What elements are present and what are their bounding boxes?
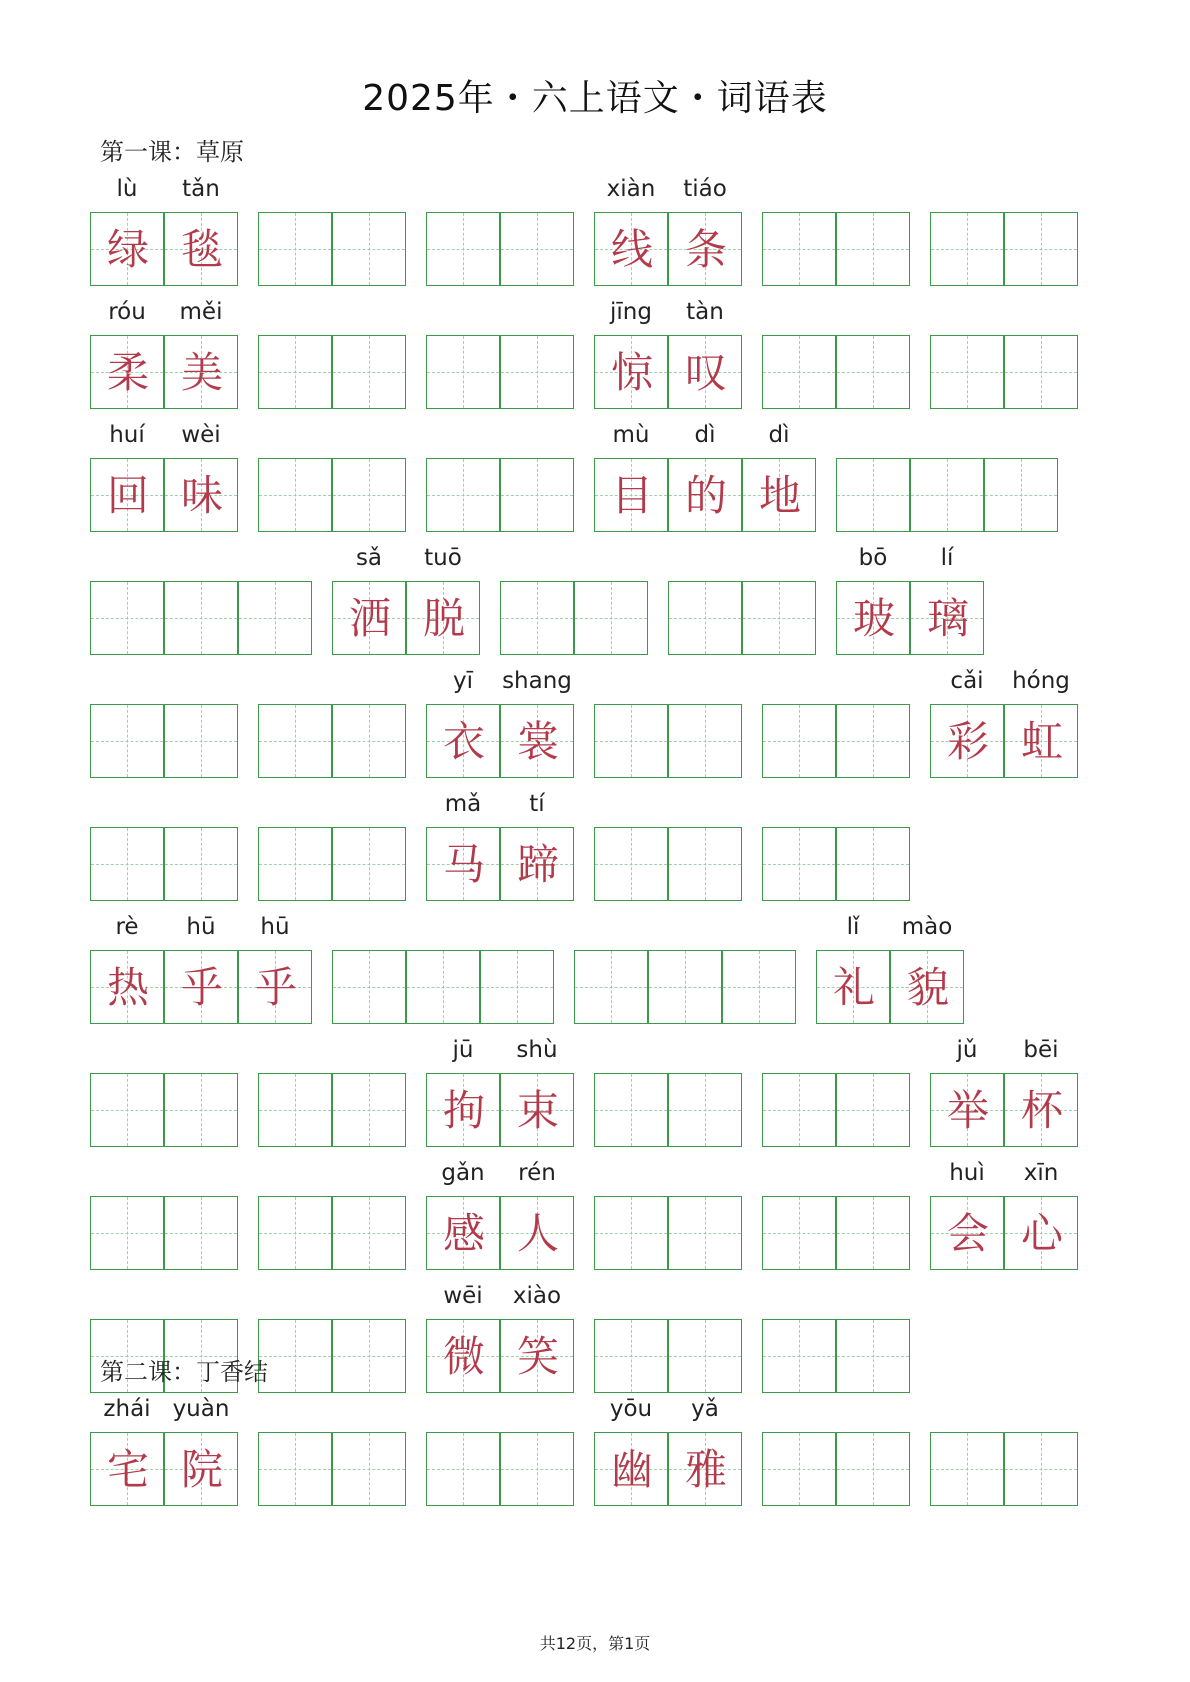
blank-writing-box (930, 335, 1004, 409)
hanzi-character (837, 459, 911, 533)
hanzi-character: 线 (610, 225, 653, 274)
blank-writing-box (258, 458, 332, 532)
blank-writing-box (836, 827, 910, 901)
character-box (164, 458, 238, 532)
character-box (890, 950, 964, 1024)
pinyin-label: lǐ (846, 914, 860, 940)
blank-writing-box (594, 1319, 668, 1393)
hanzi-character (669, 582, 743, 656)
hanzi-character (595, 1074, 669, 1148)
hanzi-character (427, 459, 501, 533)
hanzi-character (595, 828, 669, 902)
character-box (500, 827, 574, 901)
character-box (332, 581, 406, 655)
hanzi-character (259, 1433, 333, 1507)
blank-writing-box (930, 1432, 1004, 1506)
hanzi-character (763, 1320, 837, 1394)
hanzi-character: 束 (516, 1086, 559, 1135)
hanzi-character: 脱 (422, 594, 465, 643)
hanzi-character (575, 951, 649, 1025)
pinyin-label: yōu (609, 1396, 653, 1422)
character-box (594, 335, 668, 409)
pinyin-label: hóng (1012, 668, 1070, 694)
blank-writing-box (500, 335, 574, 409)
pinyin-label: hū (186, 914, 216, 940)
pinyin-label: tàn (686, 299, 724, 325)
hanzi-character: 毯 (180, 225, 223, 274)
blank-writing-box (164, 1196, 238, 1270)
character-box (164, 212, 238, 286)
character-box (90, 1432, 164, 1506)
hanzi-character (333, 213, 407, 287)
hanzi-character (501, 582, 575, 656)
hanzi-character: 柔 (106, 348, 149, 397)
hanzi-character: 院 (180, 1445, 223, 1494)
character-box (930, 1073, 1004, 1147)
hanzi-character (333, 1074, 407, 1148)
pinyin-label: sǎ (355, 545, 383, 571)
hanzi-character (333, 705, 407, 779)
hanzi-character (165, 1320, 239, 1394)
hanzi-character (763, 1433, 837, 1507)
hanzi-character (333, 336, 407, 410)
pinyin-label: bēi (1023, 1037, 1059, 1063)
blank-writing-box (332, 704, 406, 778)
hanzi-character (259, 213, 333, 287)
pinyin-label: wèi (181, 422, 221, 448)
hanzi-character (259, 336, 333, 410)
pinyin-label: hū (260, 914, 290, 940)
character-box (594, 1432, 668, 1506)
hanzi-character (837, 828, 911, 902)
character-box (930, 1196, 1004, 1270)
blank-writing-box (426, 1432, 500, 1506)
hanzi-character (259, 1197, 333, 1271)
pinyin-label: yī (452, 668, 473, 694)
hanzi-character (165, 1197, 239, 1271)
blank-writing-box (90, 1073, 164, 1147)
blank-writing-box (594, 1073, 668, 1147)
pinyin-label: měi (179, 299, 223, 325)
hanzi-character (333, 1433, 407, 1507)
character-box (426, 827, 500, 901)
character-box (426, 1073, 500, 1147)
pinyin-label: lù (116, 176, 138, 202)
hanzi-character (427, 336, 501, 410)
character-box (238, 950, 312, 1024)
blank-writing-box (762, 212, 836, 286)
blank-writing-box (258, 212, 332, 286)
hanzi-character (1005, 336, 1079, 410)
hanzi-character: 微 (442, 1332, 485, 1381)
pinyin-label: jǔ (956, 1037, 978, 1063)
hanzi-character: 笑 (516, 1332, 559, 1381)
blank-writing-box (668, 581, 742, 655)
hanzi-character (333, 1320, 407, 1394)
pinyin-label: xiào (512, 1283, 562, 1309)
blank-writing-box (332, 335, 406, 409)
character-box (668, 458, 742, 532)
hanzi-character: 貌 (906, 963, 949, 1012)
hanzi-character (481, 951, 555, 1025)
character-box (1004, 704, 1078, 778)
blank-writing-box (762, 704, 836, 778)
pinyin-label: mǎ (444, 791, 482, 817)
character-box (90, 950, 164, 1024)
blank-writing-box (90, 704, 164, 778)
hanzi-character (595, 1320, 669, 1394)
blank-writing-box (258, 704, 332, 778)
hanzi-character: 衣 (442, 717, 485, 766)
hanzi-character (837, 336, 911, 410)
hanzi-character (669, 705, 743, 779)
pinyin-label: lí (940, 545, 954, 571)
hanzi-character: 彩 (946, 717, 989, 766)
character-box (500, 1196, 574, 1270)
blank-writing-box (668, 827, 742, 901)
blank-writing-box (164, 581, 238, 655)
character-box (816, 950, 890, 1024)
blank-writing-box (332, 212, 406, 286)
hanzi-character: 地 (758, 471, 801, 520)
blank-writing-box (594, 827, 668, 901)
hanzi-character: 惊 (610, 348, 653, 397)
hanzi-character (669, 1320, 743, 1394)
character-box (426, 1196, 500, 1270)
blank-writing-box (332, 458, 406, 532)
blank-writing-box (1004, 212, 1078, 286)
blank-writing-box (762, 1319, 836, 1393)
character-box (668, 212, 742, 286)
character-box (90, 335, 164, 409)
pinyin-label: xiàn (606, 176, 656, 202)
blank-writing-box (258, 1432, 332, 1506)
hanzi-character (763, 336, 837, 410)
blank-writing-box (1004, 335, 1078, 409)
pinyin-label: huí (109, 422, 145, 448)
hanzi-character (911, 459, 985, 533)
character-box (164, 950, 238, 1024)
hanzi-character: 璃 (926, 594, 969, 643)
character-box (406, 581, 480, 655)
character-box (90, 212, 164, 286)
hanzi-character: 美 (180, 348, 223, 397)
hanzi-character (91, 582, 165, 656)
blank-writing-box (594, 1196, 668, 1270)
hanzi-character: 雅 (684, 1445, 727, 1494)
pinyin-label: cǎi (950, 668, 984, 694)
blank-writing-box (762, 1196, 836, 1270)
blank-writing-box (258, 1196, 332, 1270)
hanzi-character: 热 (106, 963, 149, 1012)
blank-writing-box (426, 335, 500, 409)
blank-writing-box (668, 1073, 742, 1147)
pinyin-label: shù (516, 1037, 558, 1063)
blank-writing-box (836, 458, 910, 532)
blank-writing-box (164, 827, 238, 901)
hanzi-character (763, 1197, 837, 1271)
pinyin-label: zhái (103, 1396, 151, 1422)
hanzi-character (501, 213, 575, 287)
hanzi-character (669, 1197, 743, 1271)
pinyin-label: rén (518, 1160, 556, 1186)
hanzi-character (837, 1074, 911, 1148)
pinyin-label: dì (694, 422, 716, 448)
hanzi-character (259, 705, 333, 779)
blank-writing-box (332, 950, 406, 1024)
hanzi-character: 玻 (852, 594, 895, 643)
pinyin-label: wēi (443, 1283, 483, 1309)
lesson-heading: 第二课：丁香结 (100, 1358, 268, 1386)
hanzi-character (91, 705, 165, 779)
hanzi-character (723, 951, 797, 1025)
pinyin-label: tí (529, 791, 545, 817)
blank-writing-box (500, 581, 574, 655)
blank-writing-box (258, 1073, 332, 1147)
hanzi-character (259, 459, 333, 533)
hanzi-character (931, 213, 1005, 287)
character-box (1004, 1073, 1078, 1147)
hanzi-character (427, 213, 501, 287)
hanzi-character (427, 1433, 501, 1507)
blank-writing-box (164, 704, 238, 778)
character-box (742, 458, 816, 532)
blank-writing-box (164, 1319, 238, 1393)
hanzi-character (91, 1320, 165, 1394)
blank-writing-box (426, 458, 500, 532)
lesson-heading: 第一课：草原 (100, 138, 244, 166)
blank-writing-box (90, 581, 164, 655)
blank-writing-box (836, 704, 910, 778)
character-box (90, 458, 164, 532)
blank-writing-box (258, 335, 332, 409)
pinyin-label: bō (858, 545, 888, 571)
blank-writing-box (836, 1073, 910, 1147)
blank-writing-box (668, 1319, 742, 1393)
hanzi-character (259, 1074, 333, 1148)
pinyin-label: róu (108, 299, 146, 325)
hanzi-character: 条 (684, 225, 727, 274)
hanzi-character: 的 (684, 471, 727, 520)
hanzi-character (501, 459, 575, 533)
hanzi-character (669, 1074, 743, 1148)
blank-writing-box (574, 581, 648, 655)
hanzi-character (333, 1197, 407, 1271)
pinyin-label: mào (901, 914, 953, 940)
blank-writing-box (762, 1073, 836, 1147)
hanzi-character (501, 1433, 575, 1507)
hanzi-character (575, 582, 649, 656)
blank-writing-box (500, 458, 574, 532)
blank-writing-box (668, 704, 742, 778)
hanzi-character (763, 705, 837, 779)
blank-writing-box (594, 704, 668, 778)
blank-writing-box (668, 1196, 742, 1270)
hanzi-character (763, 213, 837, 287)
hanzi-character (165, 705, 239, 779)
blank-writing-box (332, 1196, 406, 1270)
hanzi-character: 裳 (516, 717, 559, 766)
pinyin-label: mù (612, 422, 650, 448)
blank-writing-box (258, 1319, 332, 1393)
character-box (930, 704, 1004, 778)
pinyin-label: gǎn (441, 1160, 485, 1186)
hanzi-character: 蹄 (516, 840, 559, 889)
blank-writing-box (480, 950, 554, 1024)
blank-writing-box (426, 212, 500, 286)
hanzi-character: 心 (1020, 1209, 1063, 1258)
hanzi-character (259, 1320, 333, 1394)
blank-writing-box (722, 950, 796, 1024)
blank-writing-box (984, 458, 1058, 532)
pinyin-label: jū (452, 1037, 474, 1063)
pinyin-label: yuàn (172, 1396, 230, 1422)
hanzi-character (837, 213, 911, 287)
pinyin-label: dì (768, 422, 790, 448)
hanzi-character: 洒 (348, 594, 391, 643)
hanzi-character (931, 1433, 1005, 1507)
pinyin-label: huì (949, 1160, 985, 1186)
character-box (500, 1319, 574, 1393)
blank-writing-box (574, 950, 648, 1024)
hanzi-character (837, 1197, 911, 1271)
blank-writing-box (164, 1073, 238, 1147)
hanzi-character (985, 459, 1059, 533)
character-box (594, 458, 668, 532)
character-box (500, 704, 574, 778)
hanzi-character (837, 1433, 911, 1507)
hanzi-character (333, 459, 407, 533)
character-box (164, 335, 238, 409)
hanzi-character (1005, 1433, 1079, 1507)
blank-writing-box (762, 827, 836, 901)
hanzi-character: 拘 (442, 1086, 485, 1135)
pinyin-label: shang (502, 668, 572, 694)
page-footer: 共12页，第1页 (539, 1634, 651, 1653)
hanzi-character (333, 828, 407, 902)
hanzi-character (407, 951, 481, 1025)
blank-writing-box (406, 950, 480, 1024)
hanzi-character (259, 828, 333, 902)
hanzi-character (333, 951, 407, 1025)
character-box (668, 1432, 742, 1506)
blank-writing-box (836, 1196, 910, 1270)
hanzi-character (931, 336, 1005, 410)
hanzi-character (669, 828, 743, 902)
blank-writing-box (742, 581, 816, 655)
character-box (910, 581, 984, 655)
hanzi-character: 味 (180, 471, 223, 520)
hanzi-character: 感 (442, 1209, 485, 1258)
character-box (164, 1432, 238, 1506)
hanzi-character: 宅 (106, 1445, 149, 1494)
pinyin-label: tiáo (683, 176, 727, 202)
character-box (836, 581, 910, 655)
character-box (1004, 1196, 1078, 1270)
hanzi-character (1005, 213, 1079, 287)
pinyin-label: jīng (610, 299, 652, 325)
hanzi-character: 回 (106, 471, 149, 520)
hanzi-character: 叹 (684, 348, 727, 397)
character-box (426, 1319, 500, 1393)
hanzi-character: 马 (442, 840, 485, 889)
pinyin-label: rè (115, 914, 139, 940)
hanzi-character (837, 1320, 911, 1394)
pinyin-label: yǎ (691, 1396, 719, 1422)
hanzi-character (165, 1074, 239, 1148)
pinyin-label: tuō (424, 545, 462, 571)
blank-writing-box (910, 458, 984, 532)
blank-writing-box (332, 1319, 406, 1393)
hanzi-character: 礼 (832, 963, 875, 1012)
hanzi-character: 举 (946, 1086, 989, 1135)
hanzi-character (837, 705, 911, 779)
blank-writing-box (332, 1073, 406, 1147)
pinyin-label: tǎn (182, 176, 220, 202)
blank-writing-box (500, 212, 574, 286)
hanzi-character (91, 828, 165, 902)
hanzi-character (763, 1074, 837, 1148)
blank-writing-box (90, 1319, 164, 1393)
page-title: 2025年・六上语文・词语表 (362, 78, 828, 119)
blank-writing-box (258, 827, 332, 901)
character-box (500, 1073, 574, 1147)
hanzi-character (649, 951, 723, 1025)
blank-writing-box (930, 212, 1004, 286)
blank-writing-box (90, 827, 164, 901)
blank-writing-box (836, 335, 910, 409)
character-box (668, 335, 742, 409)
hanzi-character: 杯 (1020, 1086, 1063, 1135)
blank-writing-box (332, 827, 406, 901)
blank-writing-box (836, 1432, 910, 1506)
blank-writing-box (762, 335, 836, 409)
hanzi-character (239, 582, 313, 656)
blank-writing-box (648, 950, 722, 1024)
hanzi-character (165, 828, 239, 902)
hanzi-character: 乎 (254, 963, 297, 1012)
blank-writing-box (836, 1319, 910, 1393)
hanzi-character (763, 828, 837, 902)
pinyin-label: xīn (1023, 1160, 1059, 1186)
blank-writing-box (836, 212, 910, 286)
blank-writing-box (1004, 1432, 1078, 1506)
hanzi-character (595, 705, 669, 779)
blank-writing-box (90, 1196, 164, 1270)
hanzi-character (501, 336, 575, 410)
hanzi-character (91, 1197, 165, 1271)
hanzi-character: 幽 (610, 1445, 653, 1494)
blank-writing-box (500, 1432, 574, 1506)
character-box (594, 212, 668, 286)
hanzi-character: 目 (610, 471, 653, 520)
hanzi-character: 人 (516, 1209, 559, 1258)
blank-writing-box (332, 1432, 406, 1506)
hanzi-character (595, 1197, 669, 1271)
hanzi-character (165, 582, 239, 656)
hanzi-character: 绿 (106, 225, 149, 274)
hanzi-character (91, 1074, 165, 1148)
blank-writing-box (762, 1432, 836, 1506)
hanzi-character: 虹 (1020, 717, 1063, 766)
character-box (426, 704, 500, 778)
hanzi-character (743, 582, 817, 656)
blank-writing-box (238, 581, 312, 655)
hanzi-character: 乎 (180, 963, 223, 1012)
hanzi-character: 会 (946, 1209, 989, 1258)
